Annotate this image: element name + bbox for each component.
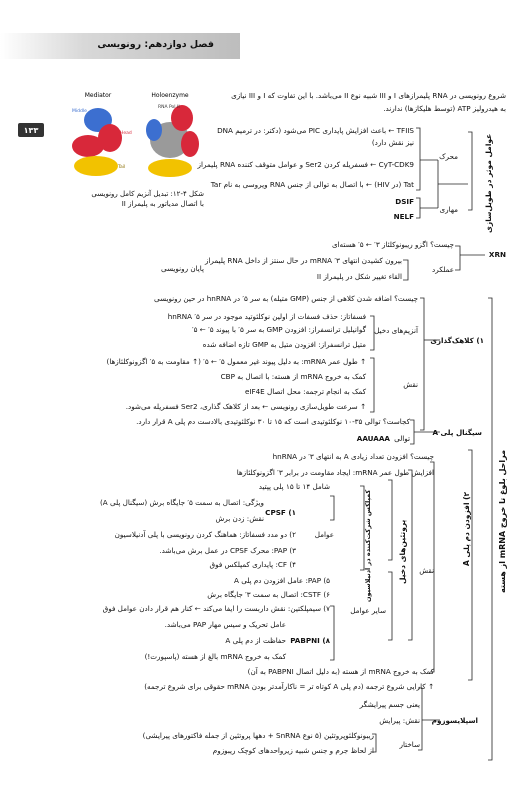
xrn-amalkard: عملکرد (432, 265, 454, 274)
tail-f4: ۴) CF: پایداری کمپلکس فوق (209, 560, 296, 569)
tail-f5: ۵) PAP: عامل افزودن دم پلی A (233, 576, 330, 585)
splice-yani: یعنی جسم پیرایشگر (359, 700, 420, 709)
tail-chist: چیست؟ افزودن تعداد زیادی A به انتهای ۳′ در hnRNA (272, 452, 434, 461)
figure-caption-line2: با اتصال مدیاتور به پلیمراز II (121, 200, 204, 208)
capping-naghsh: نقش (403, 380, 418, 389)
tail-shamel: شامل ۱۴ تا ۱۵ پلی پپتید (258, 482, 330, 491)
splice-sakhtar: ساختار (399, 740, 420, 749)
factor-tat: Tat (در HIV) ← با اتصال به توالی از جنس RNA ویروسی به نام Tar (210, 180, 414, 189)
tail-f1-label: ۱) CPSF (265, 508, 296, 517)
capping-e2: گوانیلیل ترانسفراز: افزودن GMP به سر ۵′ با پیوند ۵′ ← ۵′ (191, 325, 366, 334)
capping-label: ۱) کلاهک‌گذاری (430, 336, 484, 345)
figure-label-middle: Middle (72, 109, 87, 114)
polya-signal-label: سیگنال پلی A (432, 428, 482, 437)
figure-caption-line1: شکل ۴-۱۲: تبدیل آنزیم کامل رونویسی (91, 190, 204, 198)
capping-r2: کمک به خروج mRNA از هسته: با اتصال به CBP (220, 372, 366, 381)
tail-n3: ↑ کارایی شروع ترجمه (دم پلی A کوتاه تر = ناکارآمدتر بودن mRNA حقوقی برای شروع ترجمه) (144, 682, 434, 691)
tail-n1: افزایش طول عمر mRNA: ایجاد مقاومت در برابر ۳′ اگزونوکلئازها (236, 468, 434, 477)
xrn-chist: چیست؟ اگزو ریبونوکلئاز ۳′ ← ۵′ هسته‌ای (331, 240, 454, 249)
tail-n2: کمک به خروج mRNA از هسته (به دلیل اتصال PABPNI به آن) (247, 667, 434, 676)
polya-signal-koja: کجاست؟ توالی ۳۵-۱۰ نوکلئوتیدی است که ۱۵ تا ۳۰ نوکلئوتیدی بالادست دم پلی A قرار دارد. (136, 417, 410, 426)
side-label: مراحل بلوغ تا خروج mRNA از هسته (498, 450, 507, 594)
figure-label-rnapol: RNA Pol II (158, 105, 180, 110)
factors-mohrek: محرک (439, 152, 458, 161)
polya-signal-tavali: توالی (394, 434, 410, 443)
page-number: ۱۳۳ (18, 123, 44, 137)
capping-e1: فسفاتاز: حذف فسفات از اولین نوکلئوتید موجود در سر ۵′ hnRNA (167, 312, 366, 321)
intro-line1: شروع رونویسی در RNA پلیمرازهای I و III شبیه نوع II می‌باشد. با این تفاوت که I و III نیازی (231, 91, 506, 100)
capping-r4: ↑ سرعت طویل‌سازی رونویسی ← بعد از کلاهک گذاری، Ser2 فسفریله می‌شود. (125, 402, 366, 411)
tail-f8-a: عامل تحریک و سیس مهار PAP می‌باشد. (164, 620, 286, 629)
factor-nelf: NELF (393, 212, 414, 221)
factors-mahari: مهاری (439, 205, 458, 214)
tail-avamel: عوامل (314, 530, 334, 539)
splice-s1: ریبونوکلئوپروتئین (۵ نوع SnRNA + دهها پروتئین از جمله فاکتورهای پیرایشی) (142, 731, 374, 740)
xrn-action1: بیرون کشیدن انتهای ۳′ mRNA در حال سنتز از داخل RNA پلیمراز (204, 256, 402, 265)
factors-group-label: عوامل موثر در طویل‌سازی (484, 134, 493, 234)
splice-naghsh: نقش: پیرایش (379, 716, 420, 725)
capping-enzymes-label: آنزیم‌های دخیل (374, 326, 418, 335)
capping-e3: متیل ترانسفراز: افزودن متیل به GMP تازه اضافه شده (202, 340, 366, 349)
tail-f8-b: حفاظت از دم پلی A (225, 636, 286, 645)
xrn-label: XRN (488, 250, 506, 259)
xrn-result: پایان رونویسی (160, 264, 204, 273)
chapter-title: فصل دوازدهم: رونویسی (97, 39, 214, 50)
tail-f8-label: ۸) PABPNI (290, 636, 330, 645)
tail-f8-c: کمک به خروج mRNA بالغ از هسته (پاسپورت!) (144, 652, 286, 661)
tail-f3: ۳) PAP: محرک CPSF در عمل برش می‌باشد. (159, 546, 296, 555)
xrn-action2: القاء تغییر شکل در پلیمراز II (316, 272, 402, 281)
tail-label: ۲) افزودن دم پلی A (462, 492, 471, 567)
factor-dsif: DSIF (395, 197, 414, 206)
tail-factors-label: پروتئین‌های دخیل (398, 520, 407, 585)
tail-sayer: سایر عوامل (350, 606, 386, 615)
tail-f7: ۷) سیمپلکتین: نقش داربست را ایفا می‌کند ← کنار هم قرار دادن عوامل فوق (102, 604, 330, 613)
factor-tfiis-1: TFIIS ← باعث افزایش پایداری PIC می‌شود (دکتر: در ترمیم DNA (217, 126, 414, 135)
splice-s2: از لحاظ جرم و جنس شبیه زیرواحدهای کوچک ریبوزوم (212, 746, 374, 755)
factor-cdk9: CyT-CDK9 ← فسفریله کردن Ser2 و عوامل متوقف کننده RNA پلیمراز (197, 160, 414, 169)
figure-label-holoenzyme: Holoenzyme (151, 92, 189, 99)
intro-line2: به هیدرولیز ATP (توسط هلیکازها) ندارند. (383, 104, 506, 113)
tail-f6: ۶) CSTF: اتصال به سمت ۳′ جایگاه برش (207, 590, 330, 599)
tail-f1-a: ویژگی: اتصال به سمت ۵′ جایگاه برش (سیگنال پلی A) (99, 498, 264, 507)
tail-kompleks: کمپلکس شرکت‌کننده در آدنیلاسیون (364, 490, 372, 603)
capping-r3: کمک به انجام ترجمه: محل اتصال eIF4E (244, 387, 366, 396)
tail-f2: ۲) دو مدد فسفاتاز: هماهنگ کردن رونویسی با پلی آدنیلاسیون (114, 530, 296, 539)
splice-label: اسپلایسوزوم (431, 716, 478, 725)
tail-naghsh: نقش (419, 566, 434, 575)
tail-f1-b: نقش: زدن برش (215, 514, 264, 523)
capping-r1: ↑ طول عمر mRNA: به دلیل پیوند غیر معمول ۵′ ← ۵′ (↑ مقاومت به ۵′ اگزونوکلئازها) (106, 357, 366, 366)
figure-label-tail: Tail (118, 165, 126, 170)
figure-label-mediator: Mediator (84, 92, 112, 99)
figure-label-head: Head (120, 131, 132, 136)
polya-signal-seq: AAUAAA (356, 434, 390, 443)
factor-tfiis-2: نیز نقش دارد) (371, 138, 414, 147)
capping-chist: چیست؟ اضافه شدن کلاهی از جنس (GMP متیله) به سر ۵′ در hnRNA در حین رونویسی (154, 294, 418, 303)
